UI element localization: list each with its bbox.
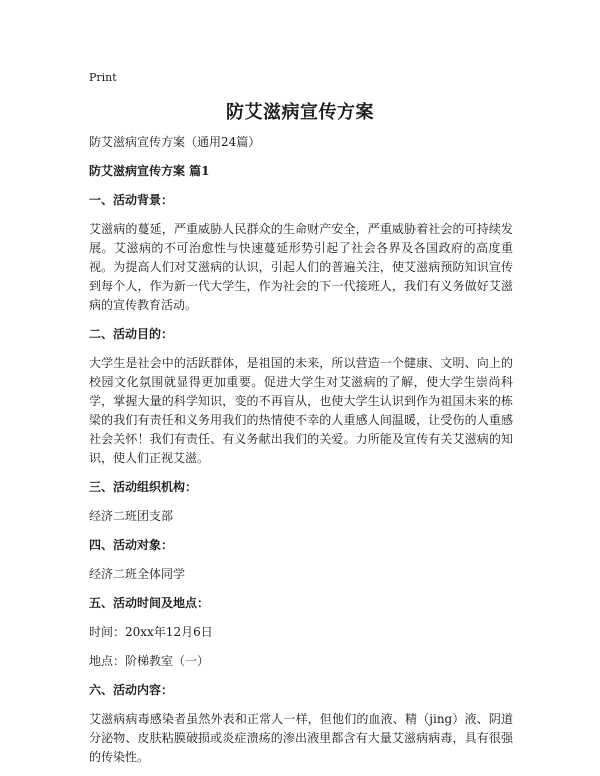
section-heading-time-place: 五、活动时间及地点： bbox=[89, 596, 210, 610]
section-text-background: 艾滋病的蔓延，严重威胁人民群众的生命财产安全，严重威胁着社会的可持续发展。艾滋病的不可治愈性与快速蔓延形势引起了社会各界及各国政府的高度重视。为提高人们对艾滋病的认识，引起人们的普遍关注，使艾滋病预防知识宣传到每个人，作为新一代大学生，作为社会的下一代接班人，我们有义务做好艾滋病的宣传教育活动。 bbox=[89, 222, 513, 312]
section-heading-audience: 四、活动对象： bbox=[89, 538, 174, 552]
section-heading-organizer: 三、活动组织机构： bbox=[89, 480, 198, 494]
part-title: 防艾滋病宣传方案 篇1 bbox=[89, 164, 210, 178]
print-label[interactable]: Print bbox=[89, 71, 117, 84]
document-body bbox=[89, 133, 513, 776]
section-heading-content: 六、活动内容： bbox=[89, 683, 174, 697]
section-text-organizer: 经济二班团支部 bbox=[89, 509, 174, 523]
section-text-place: 地点：阶梯教室（一） bbox=[89, 654, 210, 668]
section-heading-purpose: 二、活动目的： bbox=[89, 327, 174, 341]
document-title: 防艾滋病宣传方案 bbox=[226, 102, 374, 123]
section-text-audience: 经济二班全体同学 bbox=[89, 567, 186, 581]
document-subtitle: 防艾滋病宣传方案（通用24篇） bbox=[89, 135, 261, 149]
section-heading-background: 一、活动背景： bbox=[89, 193, 174, 207]
section-text-purpose: 大学生是社会中的活跃群体，是祖国的未来，所以营造一个健康、文明、向上的校园文化氛围就显得更加重要。促进大学生对艾滋病的了解，使大学生崇尚科学，掌握大量的科学知识，变的不再盲从，也使大学生认识到作为祖国未来的栋梁的我们有责任和义务用我们的热情使不幸的人重感人间温暖，让受伤的人重感社会关怀！我们有责任、有义务献出我们的关爱。力所能及宣传有关艾滋病的知识，使人们正视艾滋。 bbox=[89, 356, 513, 465]
section-text-content: 艾滋病病毒感染者虽然外表和正常人一样，但他们的血液、精（jing）液、阴道分泌物、皮肤粘膜破损或炎症溃疡的渗出液里都含有大量艾滋病病毒，具有很强的传染性。 bbox=[89, 712, 513, 764]
section-text-time: 时间：20xx年12月6日 bbox=[89, 625, 213, 639]
